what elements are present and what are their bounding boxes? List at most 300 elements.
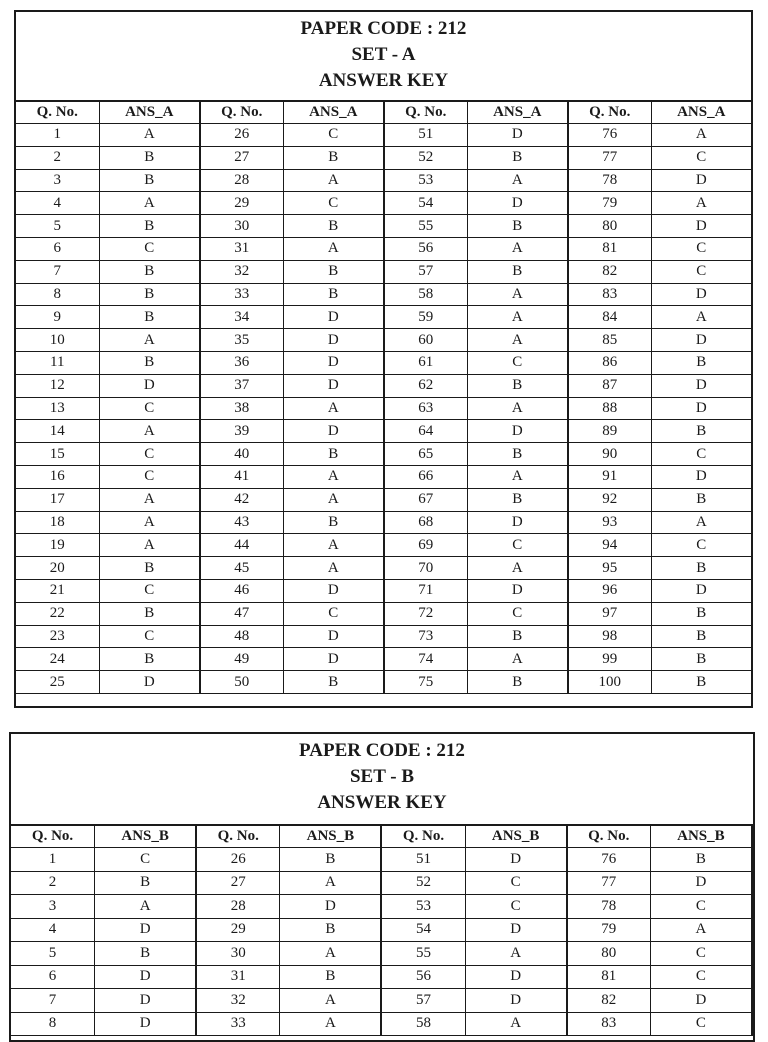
table-row	[16, 215, 752, 238]
answer-cell: D	[467, 511, 568, 534]
question-number-cell: 57	[381, 989, 465, 1013]
question-number-cell: 8	[11, 1012, 95, 1036]
question-number-cell: 22	[16, 602, 99, 625]
table-row	[11, 848, 752, 872]
question-number-cell: 26	[200, 124, 283, 147]
answer-cell: B	[99, 351, 200, 374]
answer-cell: A	[99, 329, 200, 352]
question-number-cell: 33	[196, 1012, 280, 1036]
question-number-cell: 76	[567, 848, 651, 872]
question-number-cell: 60	[384, 329, 467, 352]
table-header-row	[16, 101, 752, 124]
answer-cell: C	[283, 192, 384, 215]
answer-cell: A	[95, 895, 197, 919]
question-number-cell: 93	[568, 511, 651, 534]
table-row	[11, 989, 752, 1013]
question-number-cell: 78	[568, 169, 651, 192]
question-number-cell: 36	[200, 351, 283, 374]
question-number-cell: 31	[196, 965, 280, 989]
question-number-cell: 2	[16, 146, 99, 169]
question-number-cell: 83	[568, 283, 651, 306]
question-number-cell: 52	[381, 871, 465, 895]
table-row	[16, 237, 752, 260]
question-number-cell: 27	[200, 146, 283, 169]
table-row	[16, 283, 752, 306]
answer-cell: A	[467, 329, 568, 352]
table-row	[16, 671, 752, 694]
answer-cell: A	[283, 465, 384, 488]
table-row	[16, 351, 752, 374]
question-number-cell: 2	[11, 871, 95, 895]
answer-cell: D	[95, 965, 197, 989]
table-row	[11, 942, 752, 966]
question-number-cell: 4	[11, 918, 95, 942]
answer-cell: A	[467, 648, 568, 671]
question-number-cell: 3	[11, 895, 95, 919]
answer-cell: A	[467, 306, 568, 329]
answer-key-title: ANSWER KEY	[318, 70, 449, 91]
question-number-cell: 51	[381, 848, 465, 872]
question-number-cell: 33	[200, 283, 283, 306]
q-no-header: Q. No.	[196, 825, 280, 848]
answer-cell: C	[467, 602, 568, 625]
answer-cell: D	[651, 397, 752, 420]
answer-table	[16, 100, 753, 694]
q-no-header: Q. No.	[381, 825, 465, 848]
question-number-cell: 18	[16, 511, 99, 534]
answer-cell: B	[467, 443, 568, 466]
question-number-cell: 14	[16, 420, 99, 443]
answer-cell: B	[467, 671, 568, 694]
question-number-cell: 78	[567, 895, 651, 919]
answer-cell: D	[651, 283, 752, 306]
answer-cell: C	[465, 895, 567, 919]
question-number-cell: 58	[381, 1012, 465, 1036]
answer-header: ANS_A	[99, 101, 200, 124]
answer-cell: A	[467, 465, 568, 488]
table-row	[16, 124, 752, 147]
answer-cell: A	[467, 397, 568, 420]
question-number-cell: 19	[16, 534, 99, 557]
answer-cell: A	[280, 989, 382, 1013]
question-number-cell: 52	[384, 146, 467, 169]
answer-cell: A	[651, 192, 752, 215]
answer-cell: D	[651, 465, 752, 488]
question-number-cell: 27	[196, 871, 280, 895]
table-row	[16, 329, 752, 352]
answer-cell: D	[651, 329, 752, 352]
table-row	[16, 488, 752, 511]
q-no-header: Q. No.	[384, 101, 467, 124]
question-number-cell: 55	[381, 942, 465, 966]
answer-cell: A	[280, 942, 382, 966]
answer-cell: B	[283, 215, 384, 238]
question-number-cell: 38	[200, 397, 283, 420]
question-number-cell: 21	[16, 579, 99, 602]
answer-cell: B	[99, 283, 200, 306]
answer-cell: A	[467, 283, 568, 306]
answer-cell: B	[99, 557, 200, 580]
table-row	[16, 192, 752, 215]
question-number-cell: 12	[16, 374, 99, 397]
table-row	[16, 648, 752, 671]
question-number-cell: 76	[568, 124, 651, 147]
answer-cell: A	[99, 488, 200, 511]
answer-cell: D	[283, 374, 384, 397]
answer-cell: C	[651, 443, 752, 466]
answer-cell: D	[283, 351, 384, 374]
answer-cell: A	[651, 511, 752, 534]
answer-cell: B	[651, 488, 752, 511]
question-number-cell: 3	[16, 169, 99, 192]
q-no-header: Q. No.	[11, 825, 95, 848]
question-number-cell: 66	[384, 465, 467, 488]
question-number-cell: 56	[384, 237, 467, 260]
question-number-cell: 9	[16, 306, 99, 329]
answer-cell: C	[99, 443, 200, 466]
question-number-cell: 40	[200, 443, 283, 466]
answer-cell: D	[99, 671, 200, 694]
answer-cell: D	[95, 989, 197, 1013]
answer-header: ANS_B	[280, 825, 382, 848]
answer-cell: C	[650, 965, 752, 989]
answer-cell: D	[650, 871, 752, 895]
table-row	[16, 465, 752, 488]
answer-cell: B	[651, 557, 752, 580]
question-number-cell: 57	[384, 260, 467, 283]
answer-cell: B	[280, 918, 382, 942]
question-number-cell: 6	[11, 965, 95, 989]
table-row	[11, 918, 752, 942]
question-number-cell: 20	[16, 557, 99, 580]
answer-cell: B	[650, 848, 752, 872]
table-row	[16, 397, 752, 420]
answer-cell: B	[467, 146, 568, 169]
answer-cell: C	[465, 871, 567, 895]
question-number-cell: 97	[568, 602, 651, 625]
question-number-cell: 68	[384, 511, 467, 534]
answer-cell: C	[467, 534, 568, 557]
answer-cell: A	[651, 306, 752, 329]
question-number-cell: 69	[384, 534, 467, 557]
answer-cell: C	[650, 942, 752, 966]
answer-cell: A	[283, 237, 384, 260]
answer-cell: A	[99, 534, 200, 557]
question-number-cell: 55	[384, 215, 467, 238]
question-number-cell: 92	[568, 488, 651, 511]
question-number-cell: 23	[16, 625, 99, 648]
answer-header: ANS_A	[283, 101, 384, 124]
question-number-cell: 25	[16, 671, 99, 694]
answer-cell: C	[651, 237, 752, 260]
question-number-cell: 5	[16, 215, 99, 238]
answer-cell: D	[465, 848, 567, 872]
answer-cell: B	[467, 260, 568, 283]
answer-cell: A	[465, 1012, 567, 1036]
answer-cell: B	[99, 146, 200, 169]
answer-cell: C	[651, 260, 752, 283]
answer-cell: B	[99, 306, 200, 329]
answer-cell: A	[283, 557, 384, 580]
table-row	[16, 579, 752, 602]
question-number-cell: 70	[384, 557, 467, 580]
question-number-cell: 87	[568, 374, 651, 397]
answer-cell: D	[651, 579, 752, 602]
answer-cell: B	[283, 146, 384, 169]
answer-cell: D	[280, 895, 382, 919]
question-number-cell: 89	[568, 420, 651, 443]
answer-cell: B	[283, 443, 384, 466]
table-row	[16, 602, 752, 625]
answer-cell: A	[283, 534, 384, 557]
answer-cell: A	[650, 918, 752, 942]
answer-cell: B	[99, 602, 200, 625]
answer-cell: D	[283, 625, 384, 648]
answer-cell: A	[283, 397, 384, 420]
question-number-cell: 80	[567, 942, 651, 966]
question-number-cell: 75	[384, 671, 467, 694]
table-row	[16, 443, 752, 466]
answer-key-set-a	[14, 10, 753, 708]
question-number-cell: 31	[200, 237, 283, 260]
question-number-cell: 65	[384, 443, 467, 466]
answer-cell: D	[465, 965, 567, 989]
question-number-cell: 8	[16, 283, 99, 306]
answer-header: ANS_B	[95, 825, 197, 848]
question-number-cell: 88	[568, 397, 651, 420]
question-number-cell: 11	[16, 351, 99, 374]
table-row	[16, 625, 752, 648]
question-number-cell: 72	[384, 602, 467, 625]
question-number-cell: 67	[384, 488, 467, 511]
answer-cell: B	[99, 260, 200, 283]
question-number-cell: 82	[568, 260, 651, 283]
table-row	[11, 965, 752, 989]
answer-cell: C	[99, 465, 200, 488]
answer-key-header	[11, 734, 753, 824]
answer-cell: B	[651, 420, 752, 443]
question-number-cell: 79	[567, 918, 651, 942]
question-number-cell: 83	[567, 1012, 651, 1036]
answer-cell: B	[280, 848, 382, 872]
question-number-cell: 63	[384, 397, 467, 420]
q-no-header: Q. No.	[568, 101, 651, 124]
question-number-cell: 7	[11, 989, 95, 1013]
answer-cell: C	[99, 625, 200, 648]
q-no-header: Q. No.	[567, 825, 651, 848]
question-number-cell: 84	[568, 306, 651, 329]
question-number-cell: 39	[200, 420, 283, 443]
question-number-cell: 10	[16, 329, 99, 352]
answer-cell: A	[651, 124, 752, 147]
answer-cell: D	[95, 1012, 197, 1036]
question-number-cell: 51	[384, 124, 467, 147]
question-number-cell: 81	[568, 237, 651, 260]
table-row	[16, 169, 752, 192]
question-number-cell: 47	[200, 602, 283, 625]
question-number-cell: 98	[568, 625, 651, 648]
answer-cell: D	[651, 374, 752, 397]
answer-cell: B	[651, 625, 752, 648]
question-number-cell: 5	[11, 942, 95, 966]
answer-cell: D	[99, 374, 200, 397]
question-number-cell: 54	[384, 192, 467, 215]
answer-cell: B	[467, 488, 568, 511]
answer-cell: B	[280, 965, 382, 989]
answer-cell: A	[280, 871, 382, 895]
question-number-cell: 1	[16, 124, 99, 147]
question-number-cell: 96	[568, 579, 651, 602]
answer-header: ANS_B	[465, 825, 567, 848]
table-header-row	[11, 825, 752, 848]
paper-code-title: PAPER CODE : 212	[300, 18, 467, 39]
answer-cell: B	[651, 351, 752, 374]
answer-header: ANS_B	[650, 825, 752, 848]
question-number-cell: 73	[384, 625, 467, 648]
table-row	[16, 557, 752, 580]
answer-cell: D	[467, 420, 568, 443]
table-row	[11, 895, 752, 919]
answer-cell: A	[465, 942, 567, 966]
answer-table	[11, 824, 753, 1036]
answer-cell: D	[283, 329, 384, 352]
question-number-cell: 44	[200, 534, 283, 557]
question-number-cell: 90	[568, 443, 651, 466]
question-number-cell: 80	[568, 215, 651, 238]
question-number-cell: 64	[384, 420, 467, 443]
question-number-cell: 28	[200, 169, 283, 192]
answer-cell: B	[651, 648, 752, 671]
answer-cell: B	[99, 215, 200, 238]
question-number-cell: 29	[200, 192, 283, 215]
table-row	[16, 146, 752, 169]
answer-cell: D	[465, 918, 567, 942]
answer-cell: D	[95, 918, 197, 942]
set-label: SET - A	[351, 44, 416, 65]
question-number-cell: 15	[16, 443, 99, 466]
question-number-cell: 61	[384, 351, 467, 374]
answer-key-header	[16, 12, 751, 100]
answer-cell: C	[99, 397, 200, 420]
answer-cell: B	[95, 942, 197, 966]
question-number-cell: 6	[16, 237, 99, 260]
table-row	[16, 534, 752, 557]
answer-cell: A	[283, 169, 384, 192]
answer-cell: A	[280, 1012, 382, 1036]
question-number-cell: 34	[200, 306, 283, 329]
answer-cell: A	[467, 557, 568, 580]
question-number-cell: 71	[384, 579, 467, 602]
question-number-cell: 77	[568, 146, 651, 169]
question-number-cell: 30	[200, 215, 283, 238]
answer-cell: D	[283, 306, 384, 329]
q-no-header: Q. No.	[200, 101, 283, 124]
answer-cell: C	[95, 848, 197, 872]
answer-cell: C	[467, 351, 568, 374]
answer-cell: C	[650, 895, 752, 919]
question-number-cell: 94	[568, 534, 651, 557]
table-row	[16, 511, 752, 534]
question-number-cell: 95	[568, 557, 651, 580]
answer-cell: A	[283, 488, 384, 511]
answer-cell: B	[283, 511, 384, 534]
answer-cell: D	[467, 124, 568, 147]
question-number-cell: 26	[196, 848, 280, 872]
question-number-cell: 81	[567, 965, 651, 989]
answer-cell: B	[283, 260, 384, 283]
question-number-cell: 62	[384, 374, 467, 397]
answer-cell: C	[650, 1012, 752, 1036]
answer-cell: A	[99, 511, 200, 534]
question-number-cell: 24	[16, 648, 99, 671]
question-number-cell: 29	[196, 918, 280, 942]
set-label: SET - B	[349, 766, 415, 787]
table-row	[16, 420, 752, 443]
question-number-cell: 16	[16, 465, 99, 488]
question-number-cell: 7	[16, 260, 99, 283]
answer-cell: B	[651, 671, 752, 694]
answer-cell: B	[467, 374, 568, 397]
answer-header: ANS_A	[651, 101, 752, 124]
question-number-cell: 32	[196, 989, 280, 1013]
answer-cell: C	[651, 534, 752, 557]
question-number-cell: 58	[384, 283, 467, 306]
answer-cell: B	[467, 215, 568, 238]
question-number-cell: 91	[568, 465, 651, 488]
question-number-cell: 43	[200, 511, 283, 534]
question-number-cell: 59	[384, 306, 467, 329]
question-number-cell: 82	[567, 989, 651, 1013]
answer-cell: A	[99, 420, 200, 443]
answer-cell: B	[283, 671, 384, 694]
answer-cell: C	[283, 124, 384, 147]
question-number-cell: 37	[200, 374, 283, 397]
question-number-cell: 1	[11, 848, 95, 872]
question-number-cell: 35	[200, 329, 283, 352]
table-row	[16, 306, 752, 329]
question-number-cell: 53	[384, 169, 467, 192]
question-number-cell: 13	[16, 397, 99, 420]
question-number-cell: 32	[200, 260, 283, 283]
question-number-cell: 53	[381, 895, 465, 919]
answer-cell: B	[467, 625, 568, 648]
question-number-cell: 85	[568, 329, 651, 352]
answer-cell: A	[467, 237, 568, 260]
answer-cell: A	[99, 124, 200, 147]
question-number-cell: 28	[196, 895, 280, 919]
q-no-header: Q. No.	[16, 101, 99, 124]
answer-cell: D	[651, 169, 752, 192]
question-number-cell: 17	[16, 488, 99, 511]
question-number-cell: 4	[16, 192, 99, 215]
answer-cell: C	[99, 237, 200, 260]
table-row	[16, 374, 752, 397]
answer-cell: D	[283, 420, 384, 443]
answer-cell: D	[283, 579, 384, 602]
answer-cell: B	[99, 648, 200, 671]
question-number-cell: 46	[200, 579, 283, 602]
answer-cell: D	[651, 215, 752, 238]
answer-cell: D	[465, 989, 567, 1013]
answer-cell: B	[99, 169, 200, 192]
answer-cell: B	[95, 871, 197, 895]
answer-cell: B	[283, 283, 384, 306]
question-number-cell: 50	[200, 671, 283, 694]
question-number-cell: 48	[200, 625, 283, 648]
paper-code-title: PAPER CODE : 212	[299, 740, 465, 761]
question-number-cell: 74	[384, 648, 467, 671]
question-number-cell: 54	[381, 918, 465, 942]
